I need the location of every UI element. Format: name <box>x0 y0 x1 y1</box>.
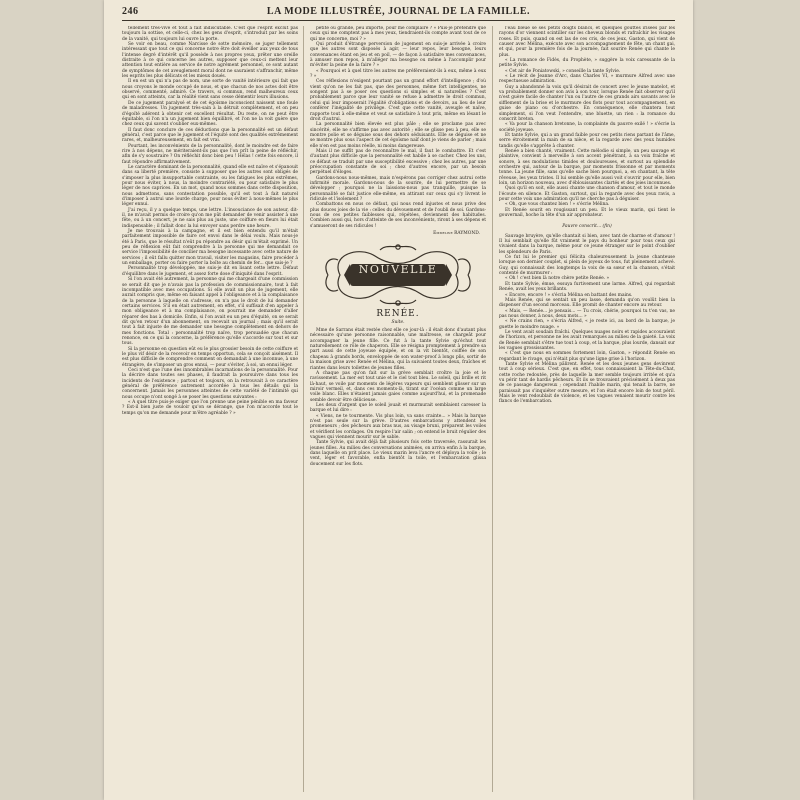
column-left <box>122 26 298 792</box>
paragraph: Pourtant, les inconvénients de la personnalité, dont le moindre est de faire rire à nos dépens, ne mériteraient-ils pas que l'on prît la peine de réfléchir, afin de s'y soustraire ? On réfléchit donc bien peu ! Hélas ! cette fois encore, il faut répondre affirmativement. <box>122 143 298 165</box>
paragraph: Et tante Sylvie, qui a un grand faible pour ces petits riens partant de l'âme, serre étroitement la main de sa nièce, et la regarde avec des yeux humides tandis qu'elle s'apprête à chanter. <box>499 132 675 149</box>
paragraph: « Cet air de Poniatowski, » conseille la tante Sylvie. <box>505 68 621 74</box>
paragraph: Sauvage bruyère, qu'elle chantait si bien, avec tant de charme et d'amour ! Il lui semblait qu'elle fût vraiment le pays du bonheur pour tous ceux qui vivaient dans la barque, même pour ce jeune étranger sur le point d'oublier les splendeurs de Paris. <box>499 233 675 255</box>
paragraph: J'ai reçu, il y a quelque temps, une lettre. L'insouciance de son auteur, dit-il, ne m'avait permis de croire qu'on me pût demander de venir assister à une fête, ou à un concert, je ne sais plus au juste, une coiffure en fleurs lui était indispensable ; il fallait donc la lui envoyer sans perdre une heure. <box>122 207 298 229</box>
paragraph: La personnalité bien élevée est plus pâle ; elle se proclame pas avec sincérité, elle ne s'affirme pas avec autorité ; elle se glisse peu à peu, elle se montre polie et se déguise sous des dehors séduisants. Elle se déguise et ne se montre plus sous l'aspect de cet égoïsme naïf dont je viens de parler ; mais elle n'en est pas moins réelle, ni moins dangereuse. <box>310 122 486 149</box>
paragraph: petite ou grande, peu importe, pour me complaire ? « Puis-je prétendre que ceux qui me comptent pas à mes yeux, tiendraient-ils compte avant tout de ce qui me concerne, moi ? » <box>310 26 486 42</box>
paragraph: Si l'on avait été autrement, la personne qui me chargeait d'une commission se serait dit que je n'avais pas la profession de commissionnaire, tout à fait incompatible avec mes occupations. Si elle avait un plus de jugement, elle aurait compris que, même en faisant appel à l'obligeance et à la complaisance de la personne à laquelle on s'adresse, on n'a pas le droit de lui demander certains services. S'il en était autrement, en effet, s'il suffisait d'en appeler à mon obligeance et à ma complaisance, on pourrait me demander d'aller réparer des bas à domicile. Enfin, si l'on avait eu un peu d'équité, on se serait dit qu'en retour d'un abonnement, on recevait un journal ; mais qu'il serait tout à fait injuste de me demander une besogne complètement en dehors de mes fonctions. Total : personnalité trop naïve, trop persuadée que chacun renonce, en ce qui la concerne, la préférence qu'elle s'accorde sur tout et sur tous. <box>122 277 298 347</box>
paragraph: « Oh, que vous chantez bien ! » s'écrie Mélina. <box>505 202 610 208</box>
paragraph: Renée a bien chanté, vraiment. Cette mélodie si simple, un peu sauvage et plaintive, convient à merveille à son accent pénétrant, à sa voix fraîche et sonore, à ses modulations timides et douloureuses, et surtout au splendide orchestre qui, autour de la barque, par moments frissonne et par moments tonne. La jeune fille, sans qu'elle sache bien pourquoi, a, en chantant, la tête rêveuse, les yeux tristes. Il lui semble qu'elle aussi voit s'ouvrir pour elle, bien loin, un horizon nouveau, avec d'éblouissantes clartés et des joies inconnues. <box>499 148 675 186</box>
paragraph: « Le récit de Jeanne d'Arc, dans Charles VI, » murmure Alfred avec une respectueuse admiration. <box>499 74 675 85</box>
paragraph: Ces réflexions n'exigent pourtant pas un grand effort d'intelligence ; d'où vient qu'on ne les fait pas, que des personnes, même fort intelligentes, ne songent pas à se poser ces questions si simples et si naturelles ? C'est probablement parce que leur vanité se refuse à admettre le droit commun, celui qui leur imposerait l'égalité d'obligations et de devoirs, au lieu de leur conférer l'inégalité de privilège. C'est que cette vanité, aveugle et naïve, rapporte tout à elle-même et veut se satisfaire à tout prix, même en lésant le droit d'autrui. <box>310 79 486 122</box>
paragraph: « La romance de Fidès, du Prophète, » suggère la voix caressante de la petite Sylvie. <box>499 58 675 69</box>
paragraph: Je me trouvais à la campagne, et il est bien entendu qu'il m'était parfaitement impossible de faire cet envoi dans le délai voulu. Mais nous-je été à Paris, que le résultat n'eût pu répondre au désir qui m'était exprimé. Un peu de réflexion eût fait comprendre à la personne qui me demandait ce service l'impossibilité de concilier ma besogne incessante avec cette nature de services ; il eût fallu quitter mon travail, visiter les magasins, faire procéder à un emballage, porter ou faire porter la boîte au chemin de fer... que sais-je ? <box>122 229 298 267</box>
essay-body <box>122 26 298 416</box>
essay-continued <box>310 26 486 229</box>
paragraph: « Pourquoi et à quel titre les autres me préféreraient-ils à eux, même à eux ? » <box>310 68 486 80</box>
nouvelle-ornament <box>320 242 476 308</box>
paragraph: Tante Sylvie, qui avait déjà fait plusieurs fois cette traversée, rassurait les jeunes filles. Au milieu des conversations animées, on arriva enfin à la barque, dans laquelle on prit place. Le vieux marin leva l'ancre et déploya la voile ; le vent, léger et favorable, enfla bientôt la toile, et l'embarcation glissa doucement sur les flots. <box>310 440 486 467</box>
paragraph: « Va pour la chanson bretonne, la complainte du pauvre exilé ! » s'écrie la société joyeuse. <box>499 122 675 133</box>
paragraph: Les deux d'argent que le soleil jouait et murmurait semblaient caresser la barque et lui dire : <box>310 402 486 414</box>
paragraph: Et tante Sylvie, émue, essuya furtivement une larme. Alfred, qui regardait Renée, avait les yeux brillants. <box>499 281 675 293</box>
paragraph: Guy a abandonné la voix qu'il désirait de concert avec le jeune matelot, et va probablement donner son avis à son tour, lorsque Renée fait observer qu'il n'est guère facile de chanter l'un ou l'autre de ces grands airs savants avec le sifflement de la brise et le murmure des flots pour tout accompagnement, en guise de piano ou d'orchestre. En conséquence, elle chantera tout simplement, si l'on veut l'entendre, une bluette, un rien : la romance du conscrit breton. <box>499 84 675 122</box>
paragraph: « Viens, ne te tourmente. Vis plus loin, va sans crainte... » Mais la barque n'est pas seule sur la grève. D'autres embarcations y attendent les promeneurs ; des pêcheurs aux bras nus, au visage bruni, préparent les voiles et vérifient les cordages. On respire l'air salin ; on entend le bruit régulier des vagues qui viennent mourir sur le sable. <box>310 413 486 440</box>
paragraph: Se voir en beau, comme Narcisse de sotte mémoire, se juger tellement intéressant que tout ce qui concerne notre être doit éveiller aux yeux de tous l'intense degré d'intérêt qu'il possède à nos propres yeux, prêter une oreille distraite à ce qui concerne les autres, supposer que ceux-ci mettent leur attention tout entière au service de notre agrément personnel, ce sont autant de symptômes de cet aveuglement moral dont ne sauraient s'affranchir, même les esprits les plus délicats et les mieux doués. <box>122 42 298 80</box>
paragraph: Ce fut lui le premier qui félicita chaleureusement la jeune chanteuse lorsque son dernier couplet, si plein de joyeux de tous, fut pleinement achevé. Guy, qui connaissait des longtemps la voix de sa sœur et la chanson, s'était contenté de murmurer : <box>499 255 675 277</box>
paragraph: Mais il ne suffit pas de reconnaître le mal, il faut le combattre. Et c'est d'autant plus difficile que la personnalité est habile à se cacher. Chez les uns, ce défaut se traduit par une susceptibilité excessive ; chez les autres, par une préoccupation constante de soi ; chez d'autres encore, par un besoin perpétuel d'éloges. <box>310 148 486 176</box>
poem-title: Pauvre conscrit... (fin) <box>562 224 612 230</box>
paragraph: A chaque pas qu'on fait sur la grève semblait croître la joie et le ravissement. La mer est tout unie et le ciel tout bleu. Le soleil, qui brille et rit là-haut, se voile par moments de légères vapeurs qui semblent glisser sur un miroir vermeil, et, dans ces moments-là, tirant sur l'océan comme un large voile blanc. Elles n'étaient jamais gaies comme aujourd'hui, et la promenade semble devoir être délicieuse. <box>310 370 486 403</box>
paragraph: Qui produit d'étrange perversion de jugement en suis-je arrivée à croire que les autres sont disposés à agir, — leur repos, leur besogne, leurs convenances étant en jeu et en poil, — de façon à satisfaire mes convenances, à amuser mon repos, à m'alléger ma besogne ou même à l'accomplir pour m'éviter la peine de la faire ? » <box>310 42 486 69</box>
paragraph: Et Renée sourit en rougissant un peu. Et le vieux marin, qui tient le gouvernail, hoche la tête d'un air approbateur. <box>499 207 675 219</box>
paragraph: Tante Sylvie et Mélina pâlirent. Renée et les deux jeunes gens devinrent tout à coup sérieux. C'est que, en effet, tous connaissaient la Tête-du-Chat, cette roche redoutée, près de laquelle la mer semble toujours irritée et qu'a vu périr tant de hardis pêcheurs. Et ils se trouvaient précisément à deux pas de ce passage dangereux ; cependant l'habile marin, qui tenait la barre, ne paraissait pas s'inquiéter outre mesure, et l'on était encore loin de tout péril. Mais le vent redoublait de violence, et les vagues venaient mourir contre les flancs de l'embarcation. <box>499 361 675 405</box>
paragraph: Il en est un qui n'a pas de nom, une sorte de vanité intérieure qui fait que nous croyons le monde occupé de nous, et que chacun de nos actes doit être observé, commenté, admiré. Ce travers, si commun, rend malheureux ceux qui en sont atteints, car la réalité vient sans cesse démentir leurs illusions. <box>122 79 298 101</box>
paragraph: « Oh ! c'est bien là notre chère petite Renée. » <box>505 276 610 282</box>
paragraph: « Ne crains rien, » s'écria Alfred, « je reste ici, au bord de la barque, je guette le moindre nuage. » <box>499 319 675 330</box>
paragraph: Combattons en nous ce défaut, qui nous rend injustes et nous prive des plus douces joies de la vie : celles du dévouement et de l'oubli de soi. Gardons-nous de ces petites faiblesses qui, répétées, deviennent des habitudes. Combien aussi qui, hors d'atteinte de ses inconvénients, riront à ses dépens et s'amuseront de ses ridicules ! <box>310 202 486 229</box>
paragraph: Si la personne en question eût eu le plus grossier besoin de cette coiffure et le plus vif désir de la recevoir en temps opportun, cela se conçoit aisément. Il est plus difficile de comprendre comment on demandait à une inconnue, à une étrangère, de s'imposer un gros ennui, — pour s'éviter, à soi, un ennui léger. <box>122 346 298 368</box>
column-middle <box>310 26 486 792</box>
story-continued-after <box>499 234 675 405</box>
story-subtitle: Suite. <box>391 319 405 325</box>
paragraph: « A quel titre puis-je exiger que l'on prenne une peine pénible en ma faveur ? Est-il bien juste de vouloir qu'on se dérange, que l'on m'accorde tout le temps qu'on me demande pour m'être agréable ? » <box>122 400 298 416</box>
page-number: 246 <box>122 6 139 17</box>
paragraph: Le vent avait soudain fraîchi. Quelques nuages noirs et rapides accouraient de l'horizon, et personne ne les avait remarqués au milieu de la gaieté. La voix de Renée semblait s'être tue tout à coup, et la barque, plus lourde, dansait sur les vagues grossissantes. <box>499 329 675 351</box>
story-continued <box>499 26 675 218</box>
nouvelle-label: NOUVELLE <box>358 263 438 277</box>
paragraph: « Encore, encore ! » s'écria Mélina en battant des mains. <box>505 292 633 298</box>
paragraph: « C'est que nous en sommes fortement loin, Gaston, » répondit Renée en regardant le rivage, qui n'était plus qu'une ligne grise à l'horizon. <box>499 351 675 362</box>
paragraph: tellement très-vive et tout à fait indiscutable. C'est que l'esprit exclut pas toujours la sottise, et celle-ci, chez les gens d'esprit, s'introduit par les soins de la vanité, qui toujours lui ouvre la porte. <box>122 26 298 42</box>
magazine-page <box>104 0 693 800</box>
paragraph: Gardons-nous nous-mêmes, mais n'espérons pas corriger chez autrui cette infirmité morale. Gardons-nous de la sourire, de lui permettre de se développer ; pourquoi ne la laissions-nous pas tranquille, puisque la personnalité se fait justice elle-même, en attirant sur ceux qui s'y livrent le ridicule et l'isolement ? <box>310 175 486 202</box>
paragraph: Il faut donc conclure de ces déductions que la personnalité est un défaut général, c'est parce que le jugement et l'équité sont des qualités extrêmement rares, et, malheureusement, en fait est vrai. <box>122 127 298 144</box>
paragraph: Le caractère dominant de la personnalité, quand elle est naïve et s'épanouit dans sa liberté première, consiste à supposer que les autres sont obligés de s'imposer la plus insupportable contrainte, ou les fatigues les plus extrêmes, pour nous éviter, à nous, la moindre contrariété, ou pour satisfaire le plus léger de nos caprices. En un mot, quand nous sommes dans cette disposition, nous admettons, sans contestation possible, qu'il est tout à fait naturel d'imposer à autrui une lourde charge, pour nous éviter à nous-mêmes le plus léger ennui. <box>122 164 298 208</box>
header-rule <box>122 20 675 21</box>
paragraph: Mais Renée, qui se sentait un peu lasse, demanda qu'on voulût bien la dispenser d'un second morceau. Elle promit de chanter encore au retour. <box>499 297 675 309</box>
column-right <box>499 26 675 792</box>
story-title: RENÉE. <box>376 309 420 320</box>
author-signature: Emmeline RAYMOND. <box>433 231 480 237</box>
magazine-title: LA MODE ILLUSTRÉE, JOURNAL DE LA FAMILLE. <box>266 6 531 17</box>
paragraph: Mme de Sarrans était restée chez elle ce jour-là : il était donc d'autant plus nécessaire qu'une personne raisonnable, une maîtresse, se chargeât pour accompagner la jeune fille. Ce fut à la tante Sylvie qu'échut tout naturellement ce rôle de chaperon. Elle se résigna promptement à prendre sa part aussi de cette joyeuse équipée, et on la vit bientôt, coiffée de son chapeau à grands bords, enveloppée de son water-proof à longs plis, sortir de la maison grise avec Renée et Mélina, qui la suivaient toutes deux, fraîches et riantes dans leurs toilettes de jeunes filles. <box>310 328 486 371</box>
paragraph: Quoi qu'il en soit, elle aussi chante une chanson d'amour, et tout le monde l'écoute en silence. Et Gaston, surtout, qui la regarde avec des yeux ravis, a pour cette voix une admiration qu'il ne cherche pas à déguiser. <box>499 186 675 202</box>
paragraph: Ceci n'est que l'une des innombrables incarnations de la personnalité. Pour la décrire dans toutes ses phases, il faudrait la poursuivre dans tous les incidents de l'existence ; partout et toujours, on la retrouvait à ce caractère général de préférence autrement accordée à tous les détails qui la concernent. Jamais les personnes atteintes de cette variété de l'intimité qui nous occupe n'ont songé à se poser les questions suivantes : <box>122 368 298 400</box>
paragraph: « Mais, — Renée... je pensais... — Tu crois, chérie, pourquoi tu t'en vas, ne pas nous donner, à nous, deux mots... » <box>499 308 675 319</box>
column-divider <box>492 26 493 792</box>
column-divider <box>303 26 304 792</box>
story-body <box>310 328 486 467</box>
paragraph: De ce jugement paralysé et de cet égoïsme inconscient naissent une foule de maladresses. Un jugement très-sain à la détruit complètement, et on peu d'égoïté adérent à obtenir cet excellent résultat. Du reste, on ne peut être équitable, si l'on n'a un jugement bien équilibré, et l'on ne la voit guère que chez ceux qui savent s'oublier eux-mêmes. <box>122 100 298 128</box>
paragraph: Personnalité trop développée, me suis-je dit en lisant cette lettre. Défaut d'équilibre dans le jugement, et assez forte dose d'iniquité dans l'esprit. <box>122 266 298 277</box>
paragraph: l'eau bleue se ses petits doigts blancs, et quelques gouttes irisées par les rayons d'or viennent scintiller sur les cheveux blonds et rafraîchir les visages roses. Et puis, quand on est las de ces cris, de ces jeux, Gaston, qui vient de causer avec Mélina, exécute avec son accompagnement de fête, un chant gai, et qui, pour la première fois de la journée, fait sourire Renée qui chante le plus. <box>499 26 675 58</box>
